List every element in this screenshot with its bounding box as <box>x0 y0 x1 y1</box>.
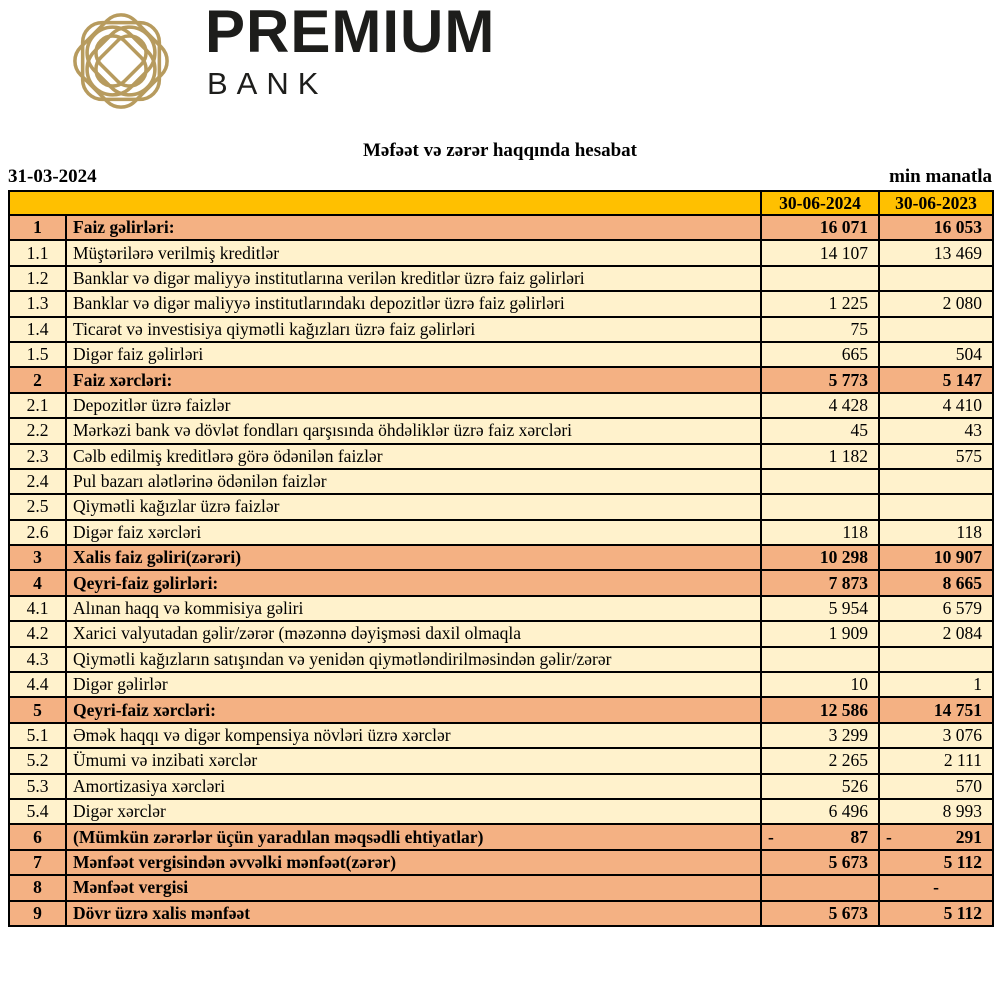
value-2023: 2 080 <box>879 291 993 316</box>
table-row <box>9 393 993 418</box>
row-label: Faiz xərcləri: <box>66 367 761 392</box>
value-2023 <box>879 647 993 672</box>
row-number: 5.1 <box>9 723 66 748</box>
value-2024: 5 773 <box>761 367 879 392</box>
table-row <box>9 748 993 773</box>
table-header-spacer <box>9 191 761 215</box>
row-label: Qiymətli kağızlar üzrə faizlər <box>66 494 761 519</box>
value-2024: 5 673 <box>761 901 879 926</box>
row-label: (Mümkün zərərlər üçün yaradılan məqsədli ehtiyatlar) <box>66 824 761 849</box>
table-row <box>9 418 993 443</box>
value-2023: 5 147 <box>879 367 993 392</box>
row-number: 2.2 <box>9 418 66 443</box>
table-row <box>9 596 993 621</box>
value-2023: 43 <box>879 418 993 443</box>
column-header-2023: 30-06-2023 <box>879 191 993 215</box>
row-number: 2.3 <box>9 444 66 469</box>
table-row <box>9 875 993 900</box>
row-number: 4.1 <box>9 596 66 621</box>
row-label: Mərkəzi bank və dövlət fondları qarşısında öhdəliklər üzrə faiz xərcləri <box>66 418 761 443</box>
value-2024: 3 299 <box>761 723 879 748</box>
table-row <box>9 342 993 367</box>
row-label: Alınan haqq və kommisiya gəliri <box>66 596 761 621</box>
row-number: 4.3 <box>9 647 66 672</box>
table-row <box>9 723 993 748</box>
value-2024: 2 265 <box>761 748 879 773</box>
table-row <box>9 240 993 265</box>
value-2023: 8 993 <box>879 799 993 824</box>
report-meta <box>0 164 1000 190</box>
row-number: 1.3 <box>9 291 66 316</box>
value-2024 <box>761 875 879 900</box>
value-2024: 75 <box>761 317 879 342</box>
value-2024: 16 071 <box>761 215 879 240</box>
row-number: 1.5 <box>9 342 66 367</box>
value-2024: 665 <box>761 342 879 367</box>
row-number: 3 <box>9 545 66 570</box>
value-2024: 14 107 <box>761 240 879 265</box>
row-number: 1 <box>9 215 66 240</box>
value-2023: 3 076 <box>879 723 993 748</box>
table-row <box>9 215 993 240</box>
table-row <box>9 647 993 672</box>
row-number: 5.2 <box>9 748 66 773</box>
row-label: Qeyri-faiz gəlirləri: <box>66 570 761 595</box>
row-number: 6 <box>9 824 66 849</box>
row-label: Pul bazarı alətlərinə ödənilən faizlər <box>66 469 761 494</box>
row-number: 1.2 <box>9 266 66 291</box>
value-2023: 570 <box>879 774 993 799</box>
cell-value: 291 <box>955 826 982 847</box>
table-row <box>9 850 993 875</box>
table-row <box>9 520 993 545</box>
value-2023: 2 084 <box>879 621 993 646</box>
table-row <box>9 367 993 392</box>
brand-text <box>205 2 495 99</box>
cell-value: 87 <box>850 826 868 847</box>
value-2024: 1 182 <box>761 444 879 469</box>
row-label: Dövr üzrə xalis mənfəət <box>66 901 761 926</box>
value-2024 <box>761 494 879 519</box>
row-label: Digər faiz xərcləri <box>66 520 761 545</box>
value-2024: 5 954 <box>761 596 879 621</box>
value-2024: 10 <box>761 672 879 697</box>
table-row <box>9 494 993 519</box>
value-2024: 6 496 <box>761 799 879 824</box>
row-label: Faiz gəlirləri: <box>66 215 761 240</box>
row-label: Xalis faiz gəliri(zərəri) <box>66 545 761 570</box>
table-row <box>9 824 993 849</box>
row-label: Depozitlər üzrə faizlər <box>66 393 761 418</box>
value-2023: 10 907 <box>879 545 993 570</box>
row-label: Müştərilərə verilmiş kreditlər <box>66 240 761 265</box>
row-number: 8 <box>9 875 66 900</box>
row-number: 2.5 <box>9 494 66 519</box>
report-title: Məfəət və zərər haqqında hesabat <box>362 140 638 161</box>
row-label: Cəlb edilmiş kreditlərə görə ödənilən faizlər <box>66 444 761 469</box>
value-2023 <box>879 317 993 342</box>
row-number: 2.4 <box>9 469 66 494</box>
table-row <box>9 469 993 494</box>
value-2023 <box>879 494 993 519</box>
table-row <box>9 266 993 291</box>
row-label: Digər xərclər <box>66 799 761 824</box>
row-number: 2 <box>9 367 66 392</box>
value-2024: 526 <box>761 774 879 799</box>
row-number: 1.1 <box>9 240 66 265</box>
table-row <box>9 901 993 926</box>
bank-logo <box>0 0 1000 122</box>
row-label: Qeyri-faiz xərcləri: <box>66 697 761 722</box>
value-2023: 1 <box>879 672 993 697</box>
row-number: 5.4 <box>9 799 66 824</box>
row-label: Ümumi və inzibati xərclər <box>66 748 761 773</box>
row-label: Ticarət və investisiya qiymətli kağızları üzrə faiz gəlirləri <box>66 317 761 342</box>
value-2023: 8 665 <box>879 570 993 595</box>
bank-logo-knot-icon <box>62 2 180 120</box>
value-2024: 118 <box>761 520 879 545</box>
table-row <box>9 444 993 469</box>
value-2024: 4 428 <box>761 393 879 418</box>
row-label: Mənfəət vergisi <box>66 875 761 900</box>
report-date: 31-03-2024 <box>8 166 97 187</box>
table-row <box>9 621 993 646</box>
row-label: Əmək haqqı və digər kompensiya növləri üzrə xərclər <box>66 723 761 748</box>
value-2024 <box>761 647 879 672</box>
value-2024 <box>761 469 879 494</box>
row-number: 4.4 <box>9 672 66 697</box>
value-2023: 118 <box>879 520 993 545</box>
table-row <box>9 672 993 697</box>
row-number: 9 <box>9 901 66 926</box>
table-row <box>9 774 993 799</box>
row-number: 4 <box>9 570 66 595</box>
row-label: Banklar və digər maliyyə institutlarındakı depozitlər üzrə faiz gəlirləri <box>66 291 761 316</box>
value-2024 <box>761 824 879 849</box>
value-2024: 12 586 <box>761 697 879 722</box>
row-number: 7 <box>9 850 66 875</box>
negative-sign: - <box>886 826 892 847</box>
value-2023: 14 751 <box>879 697 993 722</box>
value-2024: 1 225 <box>761 291 879 316</box>
row-number: 5.3 <box>9 774 66 799</box>
negative-sign: - <box>768 826 774 847</box>
column-header-2024: 30-06-2024 <box>761 191 879 215</box>
table-row <box>9 799 993 824</box>
table-row <box>9 291 993 316</box>
brand-subtitle: BANK <box>207 66 328 101</box>
row-label: Xarici valyutadan gəlir/zərər (məzənnə dəyişməsi daxil olmaqla <box>66 621 761 646</box>
value-2023: 5 112 <box>879 901 993 926</box>
table-row <box>9 317 993 342</box>
value-2023 <box>879 266 993 291</box>
value-2023: 575 <box>879 444 993 469</box>
value-2024 <box>761 266 879 291</box>
value-2024: 10 298 <box>761 545 879 570</box>
value-2023: - <box>879 875 993 900</box>
value-2023: 504 <box>879 342 993 367</box>
value-2023: 4 410 <box>879 393 993 418</box>
row-label: Banklar və digər maliyyə institutlarına verilən kreditlər üzrə faiz gəlirləri <box>66 266 761 291</box>
value-2023: 13 469 <box>879 240 993 265</box>
row-number: 4.2 <box>9 621 66 646</box>
row-number: 2.1 <box>9 393 66 418</box>
value-2023: 5 112 <box>879 850 993 875</box>
brand-name: PREMIUM <box>205 0 496 65</box>
value-2024: 45 <box>761 418 879 443</box>
unit-note: min manatla <box>889 166 992 187</box>
row-number: 2.6 <box>9 520 66 545</box>
row-label: Digər gəlirlər <box>66 672 761 697</box>
value-2024: 1 909 <box>761 621 879 646</box>
value-2023 <box>879 469 993 494</box>
row-label: Mənfəət vergisindən əvvəlki mənfəət(zərər) <box>66 850 761 875</box>
value-2023: 2 111 <box>879 748 993 773</box>
table-header-row <box>9 191 993 215</box>
table-row <box>9 697 993 722</box>
value-2023 <box>879 824 993 849</box>
row-label: Digər faiz gəlirləri <box>66 342 761 367</box>
value-2023: 16 053 <box>879 215 993 240</box>
value-2023: 6 579 <box>879 596 993 621</box>
table-row <box>9 545 993 570</box>
table-row <box>9 570 993 595</box>
value-2024: 7 873 <box>761 570 879 595</box>
value-2024: 5 673 <box>761 850 879 875</box>
row-number: 1.4 <box>9 317 66 342</box>
row-number: 5 <box>9 697 66 722</box>
row-label: Qiymətli kağızların satışından və yenidən qiymətləndirilməsindən gəlir/zərər <box>66 647 761 672</box>
row-label: Amortizasiya xərcləri <box>66 774 761 799</box>
income-statement-table <box>8 190 994 927</box>
